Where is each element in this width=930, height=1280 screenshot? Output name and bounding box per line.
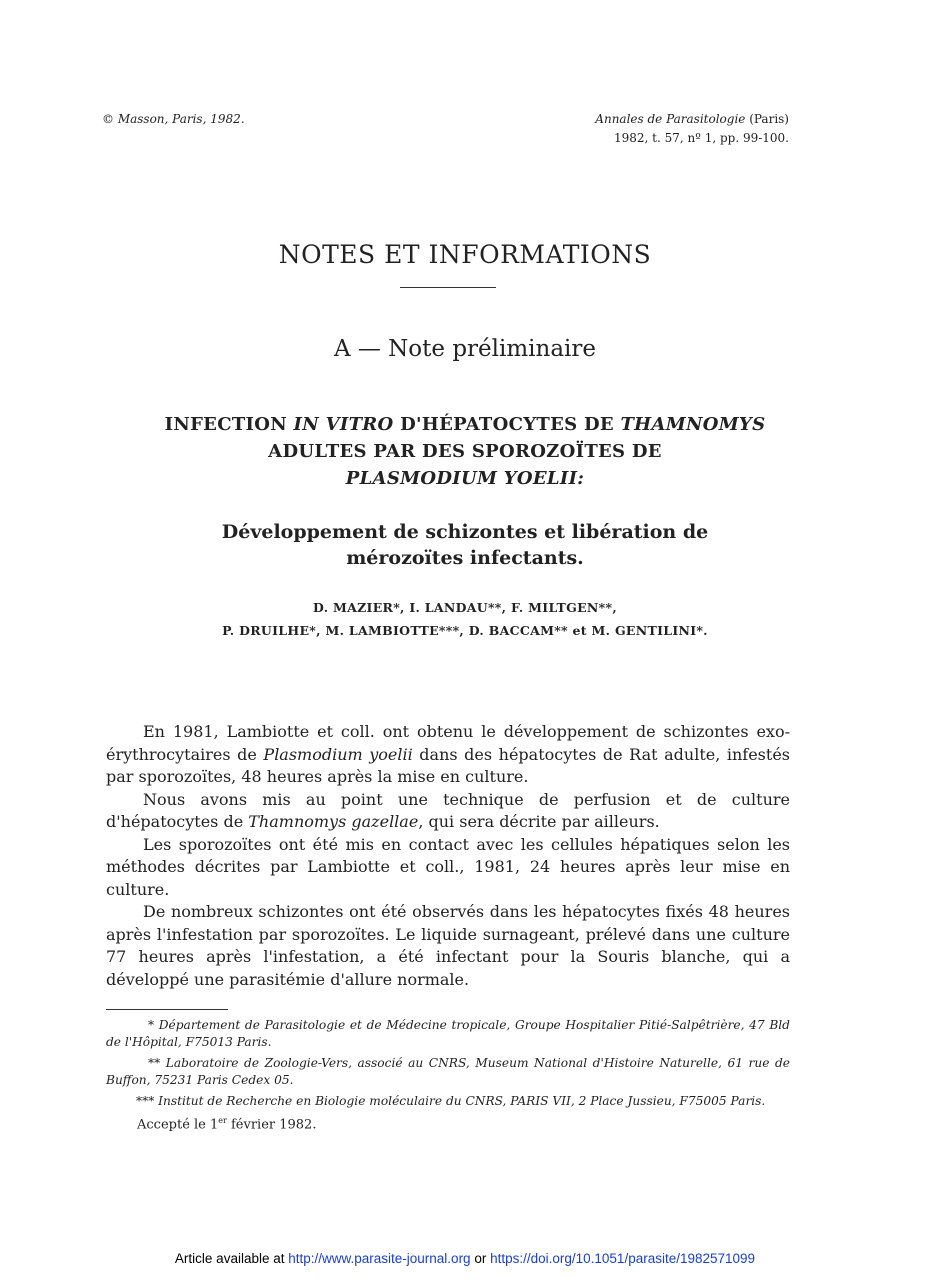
authors-line-2: P. DRUILHE*, M. LAMBIOTTE***, D. BACCAM** et M. GENTILINI*. [222, 623, 708, 638]
footnote-3: *** Institut de Recherche en Biologie moléculaire du CNRS, PARIS VII, 2 Place Jussieu, F75005 Paris. [136, 1094, 766, 1108]
title-line-2: ADULTES PAR DES SPOROZOÏTES DE [268, 441, 662, 462]
footer-prefix: Article available at [174, 1251, 289, 1266]
accepted-superscript: er [218, 1116, 227, 1125]
journal-citation: 1982, t. 57, nº 1, pp. 99-100. [613, 131, 789, 145]
section-title: NOTES ET INFORMATIONS [278, 240, 652, 269]
journal-name: Annales de Parasitologie [595, 112, 746, 126]
doi-link[interactable]: https://doi.org/10.1051/parasite/1982571099 [490, 1251, 756, 1266]
article-subtitle [0, 519, 930, 571]
subsection-title: A — Note préliminaire [333, 336, 597, 362]
article-title [0, 411, 930, 492]
footnote-2: ** Laboratoire de Zoologie-Vers, associé au CNRS, Museum National d'Histoire Naturelle, 61 rue de Buffon, 75231 Paris Cedex 05. [106, 1056, 790, 1087]
body-text: dans des hépatocytes de Rat adulte, infestés par sporozoïtes, 48 heures après la mise en culture. [106, 744, 791, 786]
body-paragraph [106, 789, 790, 834]
body-text: En 1981, Lambiotte et coll. ont obtenu le développement de schizontes exo-érythrocytaires de [106, 722, 790, 764]
footnotes [106, 1017, 790, 1114]
page-footer [0, 1251, 930, 1266]
journal-place: (Paris) [745, 112, 789, 126]
journal-citation-block [595, 110, 789, 148]
title-line-1 [0, 411, 930, 438]
species-name: Thamnomys gazellae [248, 812, 419, 831]
author-list [0, 596, 930, 642]
subtitle-line-2: mérozoïtes infectants. [346, 547, 584, 569]
footer-middle: or [470, 1251, 491, 1266]
body-text: , qui sera décrite par ailleurs. [418, 812, 660, 831]
title-text-d: THAMNOMYS [620, 414, 766, 435]
section-divider [400, 287, 496, 288]
title-line-3 [0, 465, 930, 492]
title-text-c: D'HÉPATOCYTES DE [393, 414, 621, 435]
accepted-date [137, 1116, 316, 1132]
journal-link[interactable]: http://www.parasite-journal.org [288, 1251, 471, 1266]
authors-line-1: D. MAZIER*, I. LANDAU**, F. MILTGEN**, [313, 600, 617, 615]
journal-name-line [595, 110, 789, 129]
species-name: Plasmodium yoelii [263, 744, 413, 764]
footnote-divider [106, 1009, 228, 1010]
body-paragraph: Les sporozoïtes ont été mis en contact avec les cellules hépatiques selon les méthodes décrites par Lambiotte et coll., 1981, 24 heures après leur mise en culture. [106, 834, 790, 899]
title-text-species: PLASMODIUM YOELII: [345, 468, 585, 489]
title-text-b: IN VITRO [293, 414, 394, 435]
accepted-text: février 1982. [226, 1117, 317, 1133]
body-paragraph: De nombreux schizontes ont été observés dans les hépatocytes fixés 48 heures après l'infestation par sporozoïtes. Le liquide surnageant, prélevé dans une culture 77 heures après l'infestation, a été infectant pour la Souris blanche, qui a développé une parasitémie d'allure normale. [106, 902, 790, 989]
body-paragraph [106, 721, 790, 789]
article-body [106, 721, 790, 991]
accepted-text: Accepté le 1 [137, 1117, 219, 1133]
publisher-notice: © Masson, Paris, 1982. [102, 112, 245, 126]
footnote-1: * Département de Parasitologie et de Médecine tropicale, Groupe Hospitalier Pitié-Salpêtrière, 47 Bld de l'Hôpital, F75013 Paris. [106, 1018, 790, 1049]
title-text-a: INFECTION [164, 414, 294, 435]
body-text: Nous avons mis au point une technique de perfusion et de culture d'hépatocytes de [106, 789, 790, 831]
subtitle-line-1: Développement de schizontes et libération de [221, 521, 709, 543]
